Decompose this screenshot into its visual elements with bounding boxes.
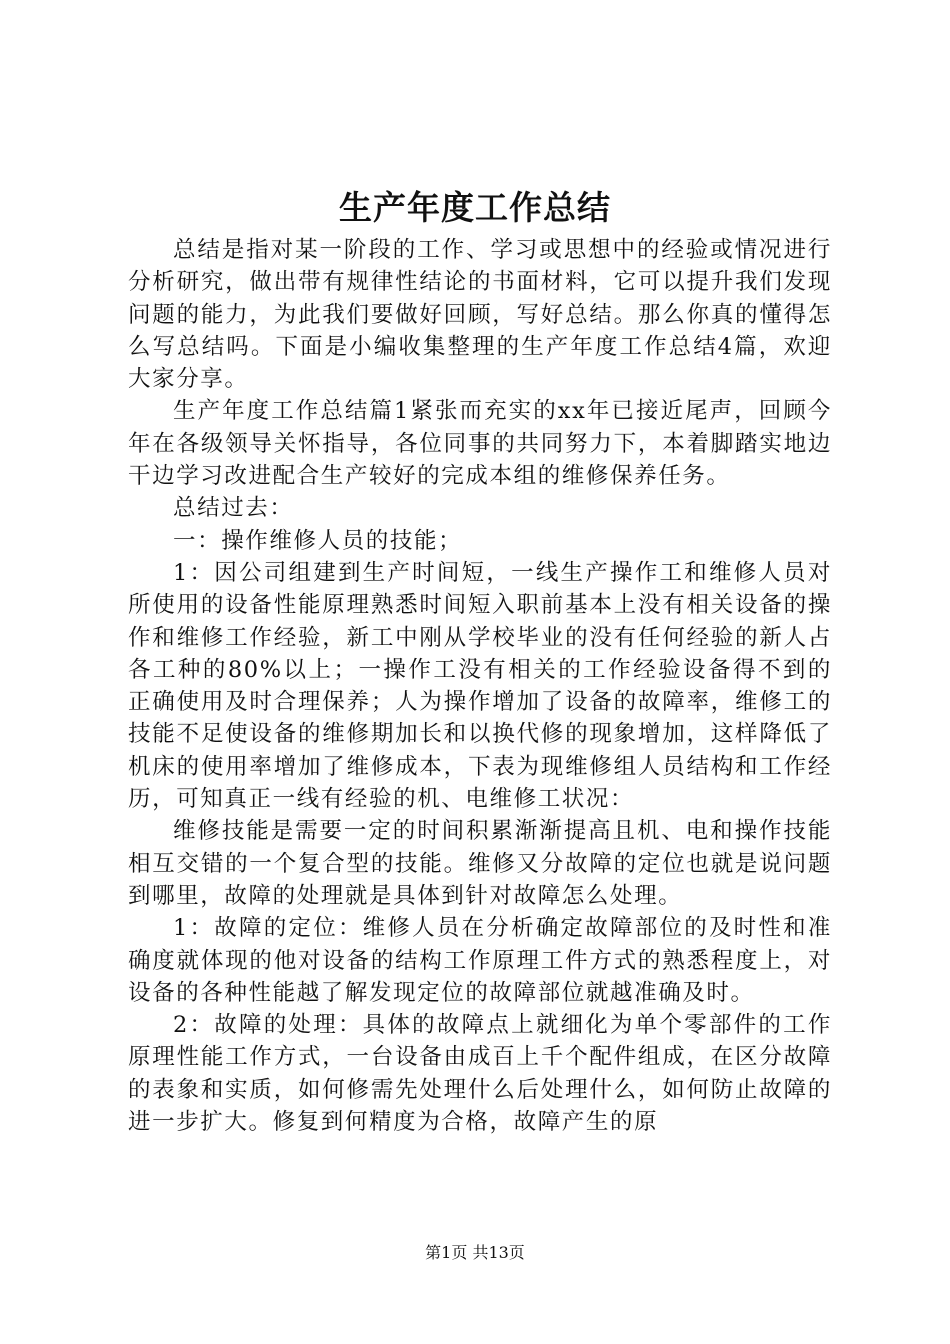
- document-body: [128, 234, 832, 1138]
- page-footer: 第1页 共13页: [425, 1243, 525, 1262]
- paragraph-summary-heading: 总结过去：: [173, 495, 294, 522]
- paragraph-item-1: 1：因公司组建到生产时间短，一线生产操作工和维修人员对所使用的设备性能原理熟悉时间短入职前基本上没有相关设备的操作和维修工作经验，新工中刚从学校毕业的没有任何经验的新人占各工种的80%以上；一操作工没有相关的工作经验设备得不到的正确使用及时合理保养；人为操作增加了设备的故障率，维修工的技能不足使设备的维修期加长和以换代修的现象增加，这样降低了机床的使用率增加了维修成本，下表为现维修组人员结构和工作经历，可知真正一线有经验的机、电维修工状况：: [128, 559, 832, 813]
- paragraph-intro: 总结是指对某一阶段的工作、学习或思想中的经验或情况进行分析研究，做出带有规律性结论的书面材料，它可以提升我们发现问题的能力，为此我们要做好回顾，写好总结。那么你真的懂得怎么写总结吗。下面是小编收集整理的生产年度工作总结4篇，欢迎大家分享。: [128, 237, 832, 393]
- paragraph-repair-skills: 维修技能是需要一定的时间积累渐渐提高且机、电和操作技能相互交错的一个复合型的技能。维修又分故障的定位也就是说问题到哪里，故障的处理就是具体到针对故障怎么处理。: [128, 818, 832, 909]
- paragraph-fault-location: 1：故障的定位：维修人员在分析确定故障部位的及时性和准确度就体现的他对设备的结构工作原理工件方式的熟悉程度上，对设备的各种性能越了解发现定位的故障部位就越准确及时。: [128, 915, 832, 1006]
- paragraph-fault-handling: 2：故障的处理：具体的故障点上就细化为单个零部件的工作原理性能工作方式，一台设备由成百上千个配件组成，在区分故障的表象和实质，如何修需先处理什么后处理什么，如何防止故障的进一步扩大。修复到何精度为合格，故障产生的原: [128, 1012, 832, 1136]
- paragraph-section-heading: 一：操作维修人员的技能；: [173, 527, 463, 554]
- document-title: 生产年度工作总结: [339, 188, 611, 227]
- paragraph-part-1-opening: 生产年度工作总结篇1紧张而充实的xx年已接近尾声，回顾今年在各级领导关怀指导，各位同事的共同努力下，本着脚踏实地边干边学习改进配合生产较好的完成本组的维修保养任务。: [128, 398, 832, 490]
